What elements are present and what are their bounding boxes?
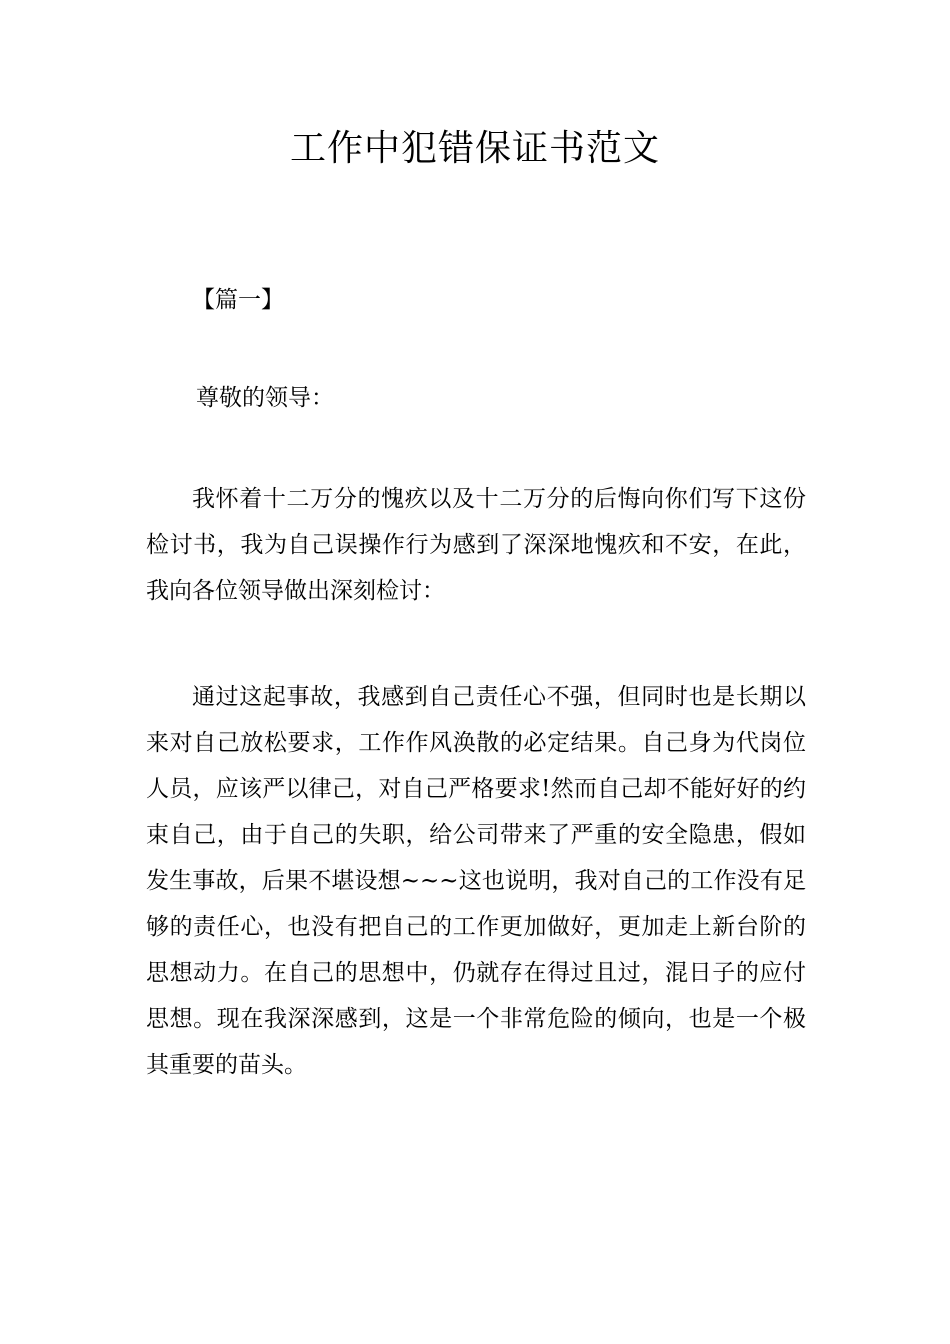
body-paragraph-1: 我怀着十二万分的愧疚以及十二万分的后悔向你们写下这份检讨书，我为自己误操作行为感到了深深地愧疚和不安，在此，我向各位领导做出深刻检讨： [146, 486, 806, 604]
salutation: 尊敬的领导： [196, 385, 334, 411]
body-paragraph-2: 通过这起事故，我感到自己责任心不强，但同时也是长期以来对自己放松要求，工作作风涣散的必定结果。自己身为代岗位人员，应该严以律己，对自己严格要求!然而自己却不能好好的约束自己，由于自己的失职，给公司带来了严重的安全隐患，假如发生事故，后果不堪设想~~~这也说明，我对自己的工作没有足够的责任心，也没有把自己的工作更加做好，更加走上新台阶的思想动力。在自己的思想中，仍就存在得过且过，混日子的应付思想。现在我深深感到，这是一个非常危险的倾向，也是一个极其重要的苗头。 [146, 684, 806, 1078]
document-title: 工作中犯错保证书范文 [289, 128, 660, 169]
section-heading: 【篇一】 [192, 287, 284, 313]
